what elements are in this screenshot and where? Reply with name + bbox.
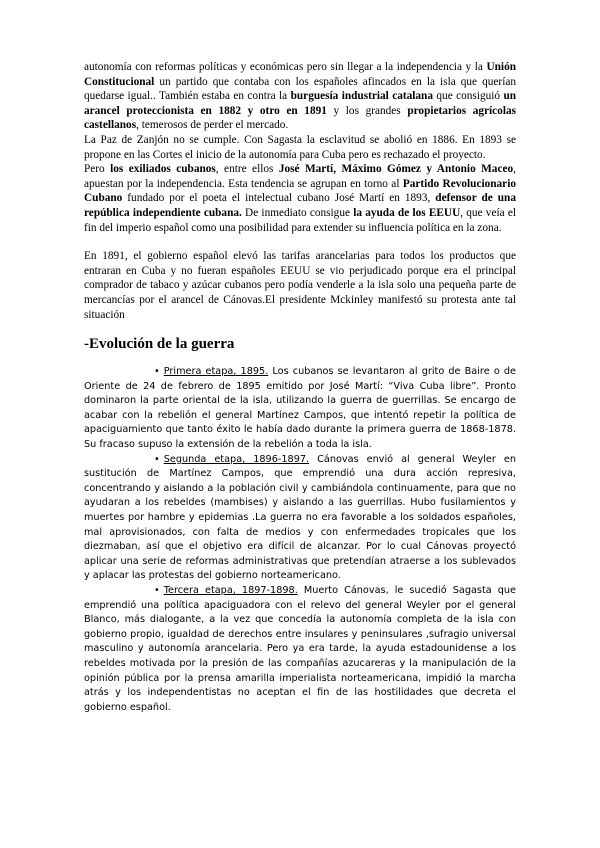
section-heading: -Evolución de la guerra bbox=[84, 336, 235, 353]
document-page bbox=[84, 60, 516, 715]
bold-run: Unión Constitucional bbox=[84, 61, 516, 88]
paragraph-aranceles: En 1891, el gobierno español elevó las tarifas arancelarias para todos los productos que entraran en Cuba y no fueran españoles EEUU se vio perjudicado porque era el principal comprador de tabaco y azúcar cubanos pero podía venderle a la isla solo una pequeña parte de mercancías por el arancel de Cánovas.El presidente Mckinley manifestó su protesta ante tal situación bbox=[84, 250, 516, 321]
stage-2-body: Cánovas envió al general Weyler en sustitución de Martínez Campos, que emprendió una dura acción represiva, concentrando y aislando a la población civil y cambiándola continuamente, para que no ayudaran a los rebeldes (mambises) y aislando a las guerrillas. Hubo fusilamientos y muertes por hambre y epidemias .La guerra no era favorable a los soldados españoles, mal aprovisionados, con falta de medios y con enfermedades tropicales que los diezmaban, así que el objetivo era difícil de alcanzar. Por lo cual Cánovas proyectó aplicar una serie de reformas administrativas que pretendían atraerse a los sublevados y aplacar las protestas del gobierno norteamericano. bbox=[84, 453, 516, 582]
stage-2-title: Segunda etapa, 1896-1897. bbox=[163, 453, 310, 465]
bold-run: defensor de una república independiente cubana. bbox=[84, 192, 516, 219]
text-run: , temerosos de perder el mercado. bbox=[136, 119, 289, 132]
stage-1-paragraph bbox=[84, 365, 516, 453]
bullet-icon: • bbox=[154, 453, 160, 465]
text-run: un partido que contaba con los españoles afincados en la isla que querían quedarse igual.. También estaba en contra la bbox=[84, 75, 516, 103]
text-run: autonomía con reformas políticas y económicas pero sin llegar a la independencia y la bbox=[84, 61, 487, 73]
bullet-icon: • bbox=[154, 366, 160, 378]
stage-2-paragraph bbox=[84, 453, 516, 584]
bold-run: propietarios agrícolas castellanos bbox=[84, 104, 517, 132]
stage-3-paragraph bbox=[84, 584, 516, 715]
text-run: y los grandes bbox=[326, 104, 408, 117]
text-run: que consiguió bbox=[433, 90, 504, 103]
bold-run: los exiliados cubanos bbox=[110, 163, 216, 176]
text-run: fundado por el poeta el intelectual cubano José Martí en 1893, bbox=[122, 192, 436, 205]
serif-section bbox=[84, 60, 516, 322]
paragraph-gap bbox=[84, 235, 516, 249]
text-run: , entre ellos bbox=[215, 163, 279, 176]
text-run: , apuestan por la independencia. Esta tendencia se agrupan en torno al bbox=[84, 163, 516, 190]
stage-3-title: Tercera etapa, 1897-1898. bbox=[163, 585, 298, 596]
bold-run: José Martí, Máximo Gómez y Antonio Maceo bbox=[278, 163, 514, 176]
bold-run: Partido Revolucionario Cubano bbox=[84, 177, 516, 205]
text-run: , que veía el fin del imperio español como una posibilidad para extender su influencia política en la zona. bbox=[84, 206, 516, 234]
sans-section bbox=[84, 365, 516, 715]
paragraph-zanjon: La Paz de Zanjón no se cumple. Con Sagasta la esclavitud se abolió en 1886. En 1893 se propone en las Cortes el inicio de la autonomía para Cuba pero es rechazado el proyecto. bbox=[84, 133, 516, 161]
stage-1-body: Los cubanos se levantaron al grito de Baire o de Oriente de 24 de febrero de 1895 emitido por José Martí: “Viva Cuba libre”. Pronto dominaron la parte oriental de la isla, utilizando la guerra de guerrillas. Se encargo de acabar con la rebelión el general Martínez Campos, que intentó repetir la política de apaciguamiento que tanto éxito le había dado durante la primera guerra de 1868-1878. Su fracaso supuso la extensión de la rebelión a toda la isla. bbox=[84, 366, 516, 451]
bold-run: la ayuda de los EEUU bbox=[353, 206, 461, 219]
bold-run: burguesía industrial catalana bbox=[290, 90, 433, 103]
text-run: De inmediato consigue bbox=[241, 206, 354, 219]
stage-3-body: Muerto Cánovas, le sucedió Sagasta que emprendió una política apaciguadora con el relevo del general Weyler por el general Blanco, más dialogante, a la vez que concedía la autonomía completa de la isla con gobierno propio, igualdad de derechos entre insulares y peninsulares ,sufragio universal masculino y autonomía arancelaria. Pero ya era tarde, la ayuda estadounidense a los rebeldes motivada por la presión de las compañías azucareras y la manipulación de la opinión pública por la prensa amarilla imperialista norteamericana, impidió la marcha atrás y los independentistas no aceptan el fin de las hostilidades que decreta el gobierno español. bbox=[84, 585, 516, 713]
bold-run: un arancel proteccionista en 1882 y otro en 1891 bbox=[84, 90, 517, 117]
bullet-icon: • bbox=[154, 585, 160, 596]
paragraph-autonomia bbox=[84, 60, 516, 133]
text-run: Pero bbox=[84, 163, 111, 176]
stage-1-title: Primera etapa, 1895. bbox=[163, 366, 269, 378]
paragraph-exiliados bbox=[84, 162, 516, 235]
